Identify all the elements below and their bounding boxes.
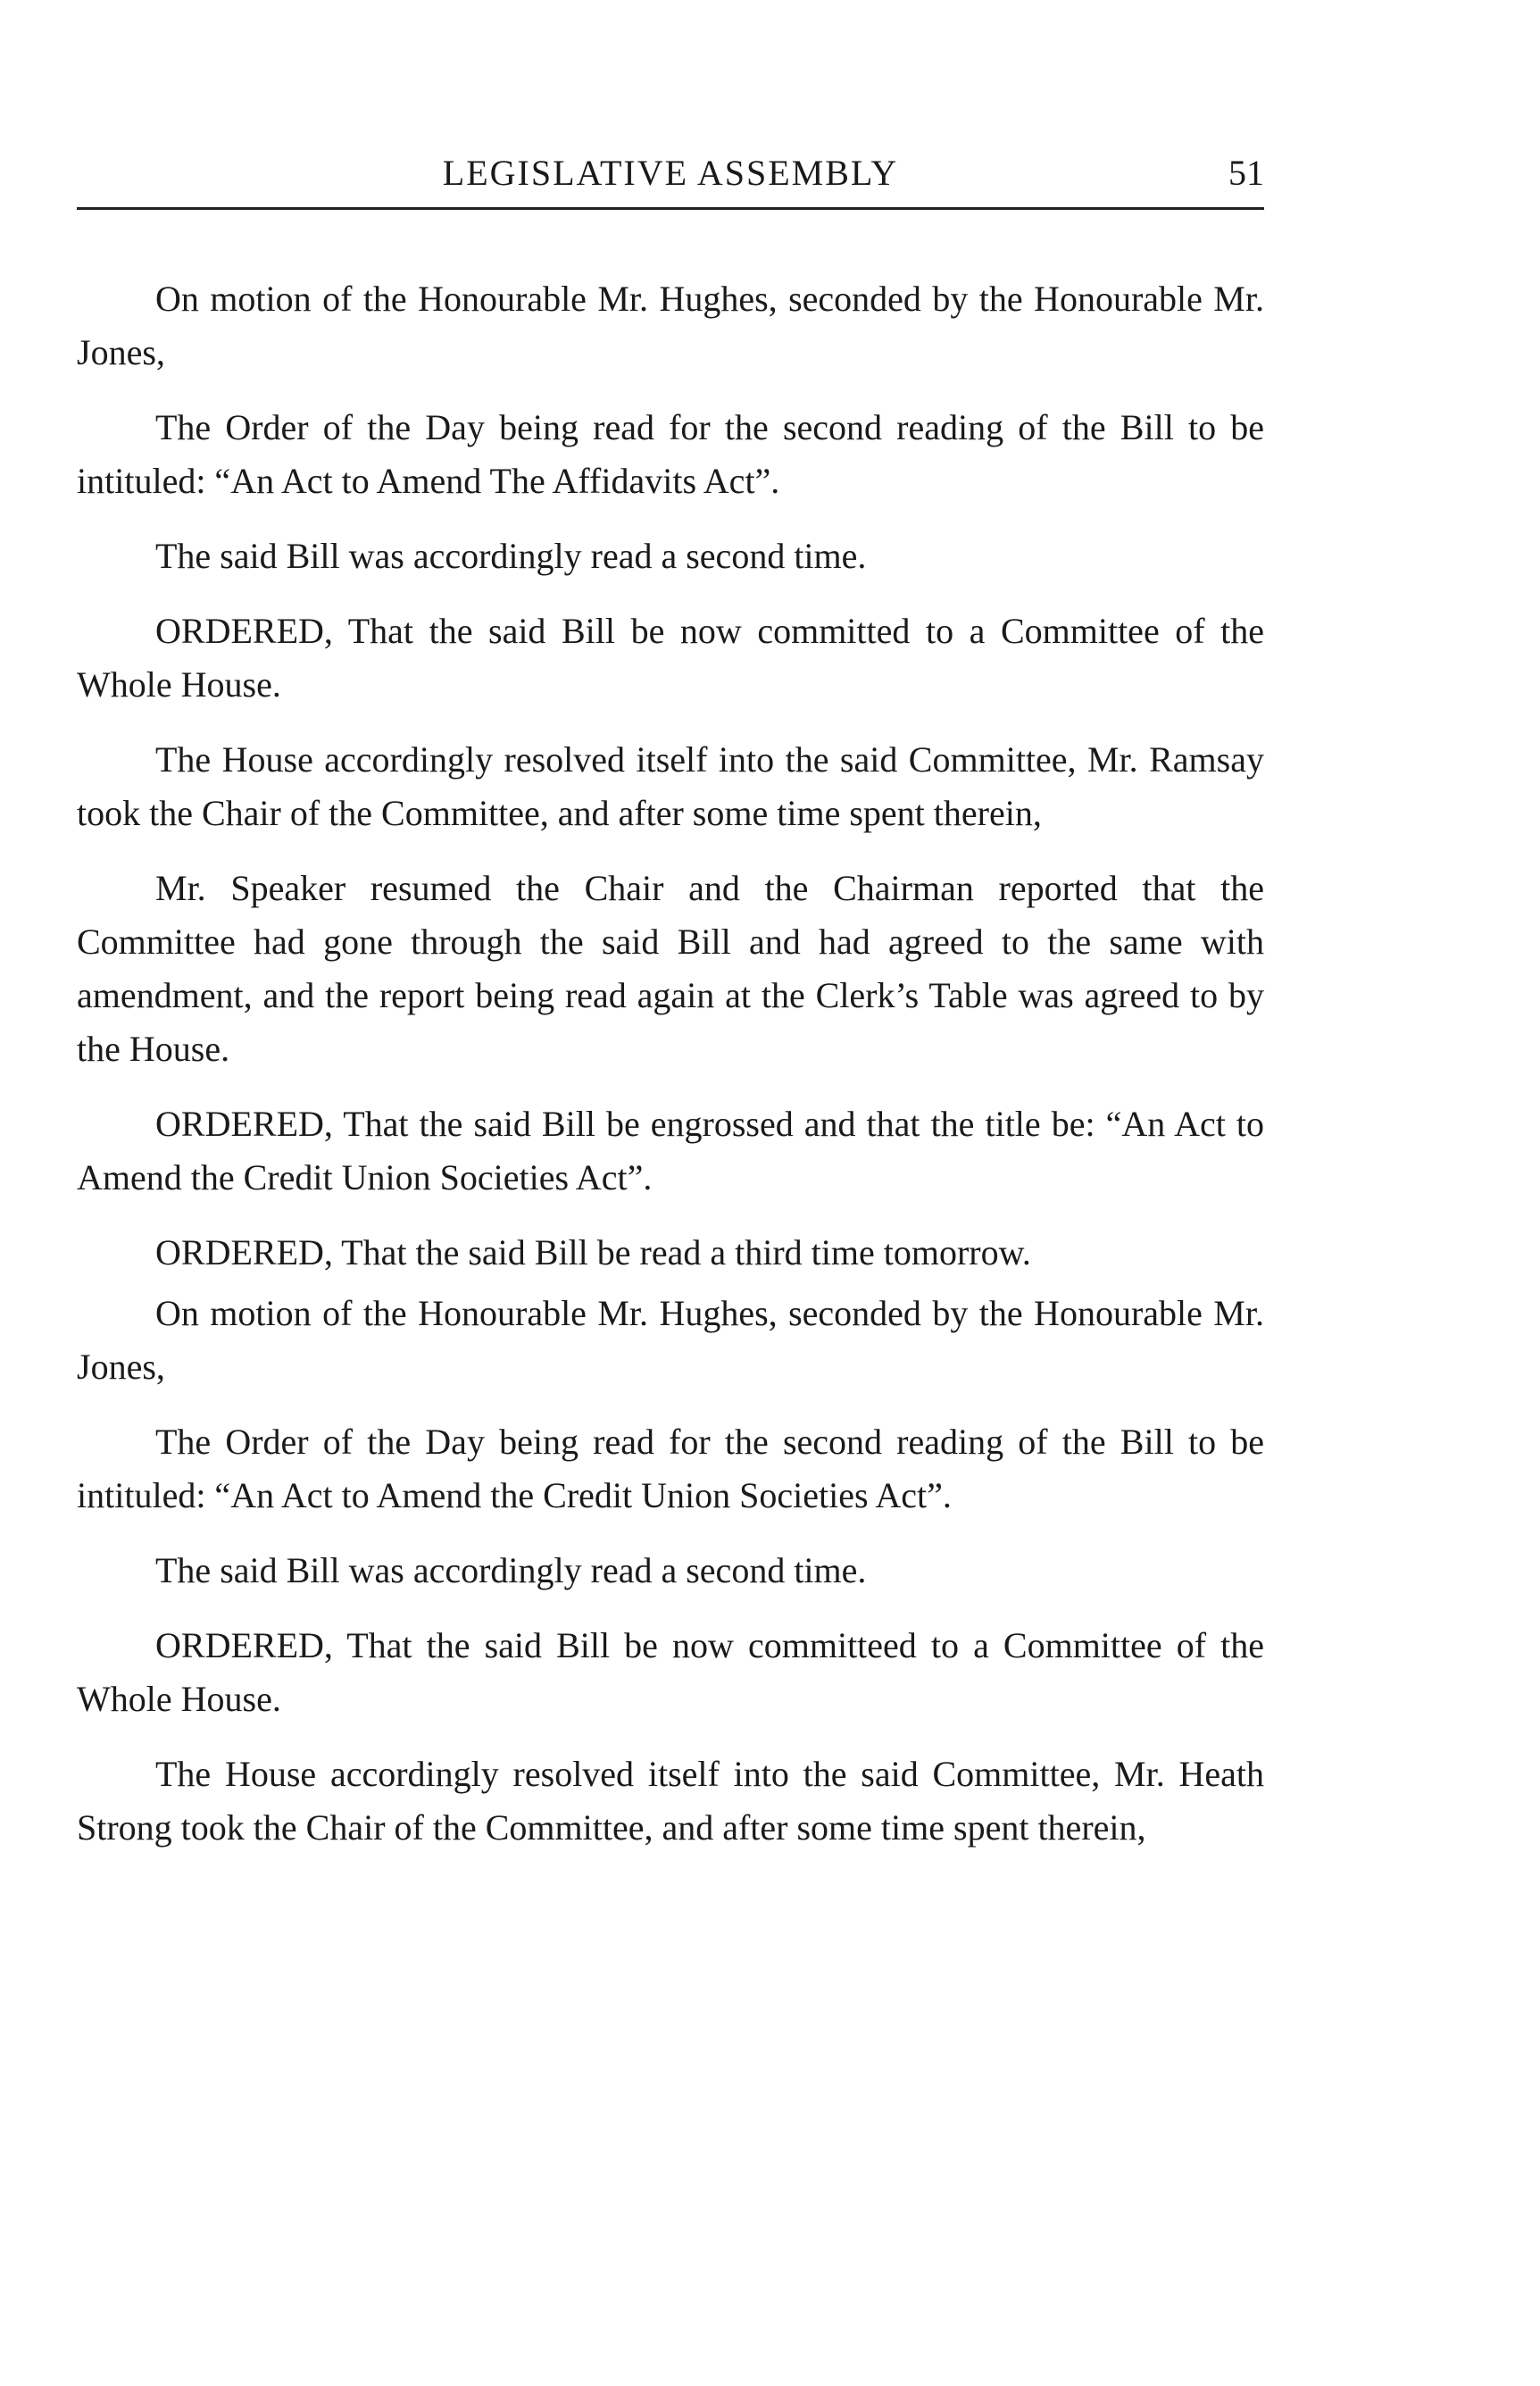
paragraph-committee-1: The House accordingly resolved itself into the said Committee, Mr. Ramsay took the Chair of the Committee, and after some time spent therein, xyxy=(77,739,1264,833)
page-number: 51 xyxy=(1228,153,1264,193)
paragraph-ordered-committed-1: ORDERED, That the said Bill be now committed to a Committee of the Whole House. xyxy=(77,611,1264,705)
paragraph-speaker-report: Mr. Speaker resumed the Chair and the Chairman reported that the Committee had gone through the said Bill and had agreed to the same with amendment, and the report being read again at the Clerk’s Table was agreed to by the House. xyxy=(77,868,1264,1069)
paragraph-second-reading-1: The said Bill was accordingly read a second time. xyxy=(155,536,867,576)
paragraph-motion-1: On motion of the Honourable Mr. Hughes, seconded by the Honourable Mr. Jones, xyxy=(77,279,1264,372)
paragraph-motion-2: On motion of the Honourable Mr. Hughes, seconded by the Honourable Mr. Jones, xyxy=(77,1293,1264,1387)
paragraph-second-reading-2: The said Bill was accordingly read a second time. xyxy=(155,1550,867,1590)
paragraph-committee-2: The House accordingly resolved itself into the said Committee, Mr. Heath Strong took the Chair of the Committee, and after some time spent therein, xyxy=(77,1754,1264,1848)
paragraph-ordered-committed-2: ORDERED, That the said Bill be now committeed to a Committee of the Whole House. xyxy=(77,1625,1264,1719)
paragraph-ordered-engrossed: ORDERED, That the said Bill be engrossed and that the title be: “An Act to Amend the Credit Union Societies Act”. xyxy=(77,1104,1264,1197)
document-page xyxy=(77,152,1264,1876)
body-text xyxy=(77,272,1264,1855)
paragraph-ordered-third-reading: ORDERED, That the said Bill be read a third time tomorrow. xyxy=(155,1232,1031,1272)
running-title: LEGISLATIVE ASSEMBLY xyxy=(442,153,899,193)
page-header xyxy=(77,152,1264,210)
paragraph-order-of-day-2: The Order of the Day being read for the second reading of the Bill to be intituled: “An Act to Amend the Credit Union Societies Act”. xyxy=(77,1422,1264,1515)
paragraph-order-of-day-1: The Order of the Day being read for the second reading of the Bill to be intituled: “An Act to Amend The Affidavits Act”. xyxy=(77,407,1264,501)
